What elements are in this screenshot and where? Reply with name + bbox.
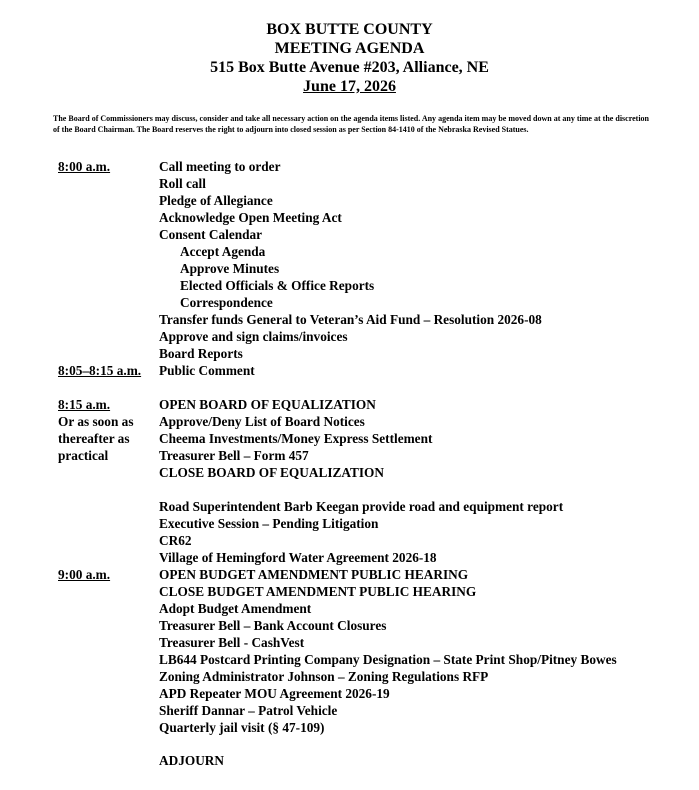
agenda-row <box>0 175 699 192</box>
agenda-row <box>0 447 699 464</box>
agenda-item: Call meeting to order <box>159 159 281 174</box>
agenda-row <box>0 294 699 311</box>
agenda-time: 8:15 a.m. <box>58 397 111 412</box>
agenda-item: APD Repeater MOU Agreement 2026-19 <box>159 686 390 701</box>
agenda-time: thereafter as <box>58 431 130 446</box>
agenda-time: Or as soon as <box>58 414 134 429</box>
agenda-item: Village of Hemingford Water Agreement 2026-18 <box>159 550 437 565</box>
agenda-row <box>0 277 699 294</box>
agenda-row <box>0 192 699 209</box>
agenda-row <box>0 566 699 583</box>
agenda-item: CLOSE BOARD OF EQUALIZATION <box>159 465 384 480</box>
agenda-row <box>0 464 699 481</box>
agenda-row <box>0 345 699 362</box>
agenda-item: CLOSE BUDGET AMENDMENT PUBLIC HEARING <box>159 584 477 599</box>
agenda-row <box>0 719 699 736</box>
agenda-item: ADJOURN <box>159 753 225 768</box>
agenda-row <box>0 243 699 260</box>
meeting-date: June 17, 2026 <box>303 78 396 95</box>
agenda-item: Quarterly jail visit (§ 47-109) <box>159 720 325 735</box>
agenda-item: Public Comment <box>159 363 255 378</box>
agenda-row <box>0 498 699 515</box>
agenda-item: Approve Minutes <box>180 261 280 276</box>
agenda-row <box>0 702 699 719</box>
agenda-row <box>0 532 699 549</box>
agenda-item: Treasurer Bell – Form 457 <box>159 448 309 463</box>
agenda-header <box>0 20 699 96</box>
agenda-item: Cheema Investments/Money Express Settlement <box>159 431 433 446</box>
board-notice: The Board of Commissioners may discuss, consider and take all necessary action on the agenda items listed. Any agenda item may be moved down at any time at the discretion of the Board Chairman. The Board reserves the right to adjourn into closed session as per Section 84-1410 of the Nebraska Revised Statues. <box>53 114 649 134</box>
agenda-item: Approve/Deny List of Board Notices <box>159 414 365 429</box>
agenda-row <box>0 158 699 175</box>
agenda-row <box>0 600 699 617</box>
agenda-row <box>0 413 699 430</box>
agenda-item: Approve and sign claims/invoices <box>159 329 348 344</box>
agenda-item: Accept Agenda <box>180 244 266 259</box>
agenda-item: Acknowledge Open Meeting Act <box>159 210 342 225</box>
agenda-item: Transfer funds General to Veteran’s Aid Fund – Resolution 2026-08 <box>159 312 542 327</box>
meeting-address: 515 Box Butte Avenue #203, Alliance, NE <box>210 59 489 76</box>
agenda-item: Zoning Administrator Johnson – Zoning Regulations RFP <box>159 669 489 684</box>
agenda-item: Consent Calendar <box>159 227 263 242</box>
agenda-row <box>0 752 699 769</box>
agenda-item: Board Reports <box>159 346 243 361</box>
agenda-item: Pledge of Allegiance <box>159 193 273 208</box>
agenda-item: Correspondence <box>180 295 273 310</box>
agenda-row <box>0 685 699 702</box>
agenda-row <box>0 362 699 379</box>
agenda-item: Executive Session – Pending Litigation <box>159 516 379 531</box>
agenda-row <box>0 583 699 600</box>
county-name: BOX BUTTE COUNTY <box>266 21 433 38</box>
agenda-item: Roll call <box>159 176 206 191</box>
agenda-item: OPEN BUDGET AMENDMENT PUBLIC HEARING <box>159 567 469 582</box>
agenda-item: CR62 <box>159 533 192 548</box>
agenda-item: Elected Officials & Office Reports <box>180 278 375 293</box>
agenda-time: 8:05–8:15 a.m. <box>58 363 142 378</box>
agenda-row <box>0 668 699 685</box>
agenda-row <box>0 209 699 226</box>
agenda-time: practical <box>58 448 109 463</box>
agenda-item: Treasurer Bell - CashVest <box>159 635 305 650</box>
agenda-item: LB644 Postcard Printing Company Designation – State Print Shop/Pitney Bowes <box>159 652 617 667</box>
agenda-time: 8:00 a.m. <box>58 159 111 174</box>
agenda-item: OPEN BOARD OF EQUALIZATION <box>159 397 376 412</box>
agenda-row <box>0 430 699 447</box>
agenda-row <box>0 328 699 345</box>
agenda-row <box>0 515 699 532</box>
agenda-row <box>0 311 699 328</box>
agenda-item: Road Superintendent Barb Keegan provide road and equipment report <box>159 499 564 514</box>
agenda-row <box>0 260 699 277</box>
agenda-item: Sheriff Dannar – Patrol Vehicle <box>159 703 338 718</box>
agenda-row <box>0 634 699 651</box>
agenda-time: 9:00 a.m. <box>58 567 111 582</box>
agenda-item: Treasurer Bell – Bank Account Closures <box>159 618 387 633</box>
agenda-item: Adopt Budget Amendment <box>159 601 312 616</box>
agenda-row <box>0 617 699 634</box>
agenda-row <box>0 651 699 668</box>
agenda-row <box>0 549 699 566</box>
agenda-row <box>0 396 699 413</box>
agenda-title: MEETING AGENDA <box>274 40 425 57</box>
agenda-row <box>0 226 699 243</box>
